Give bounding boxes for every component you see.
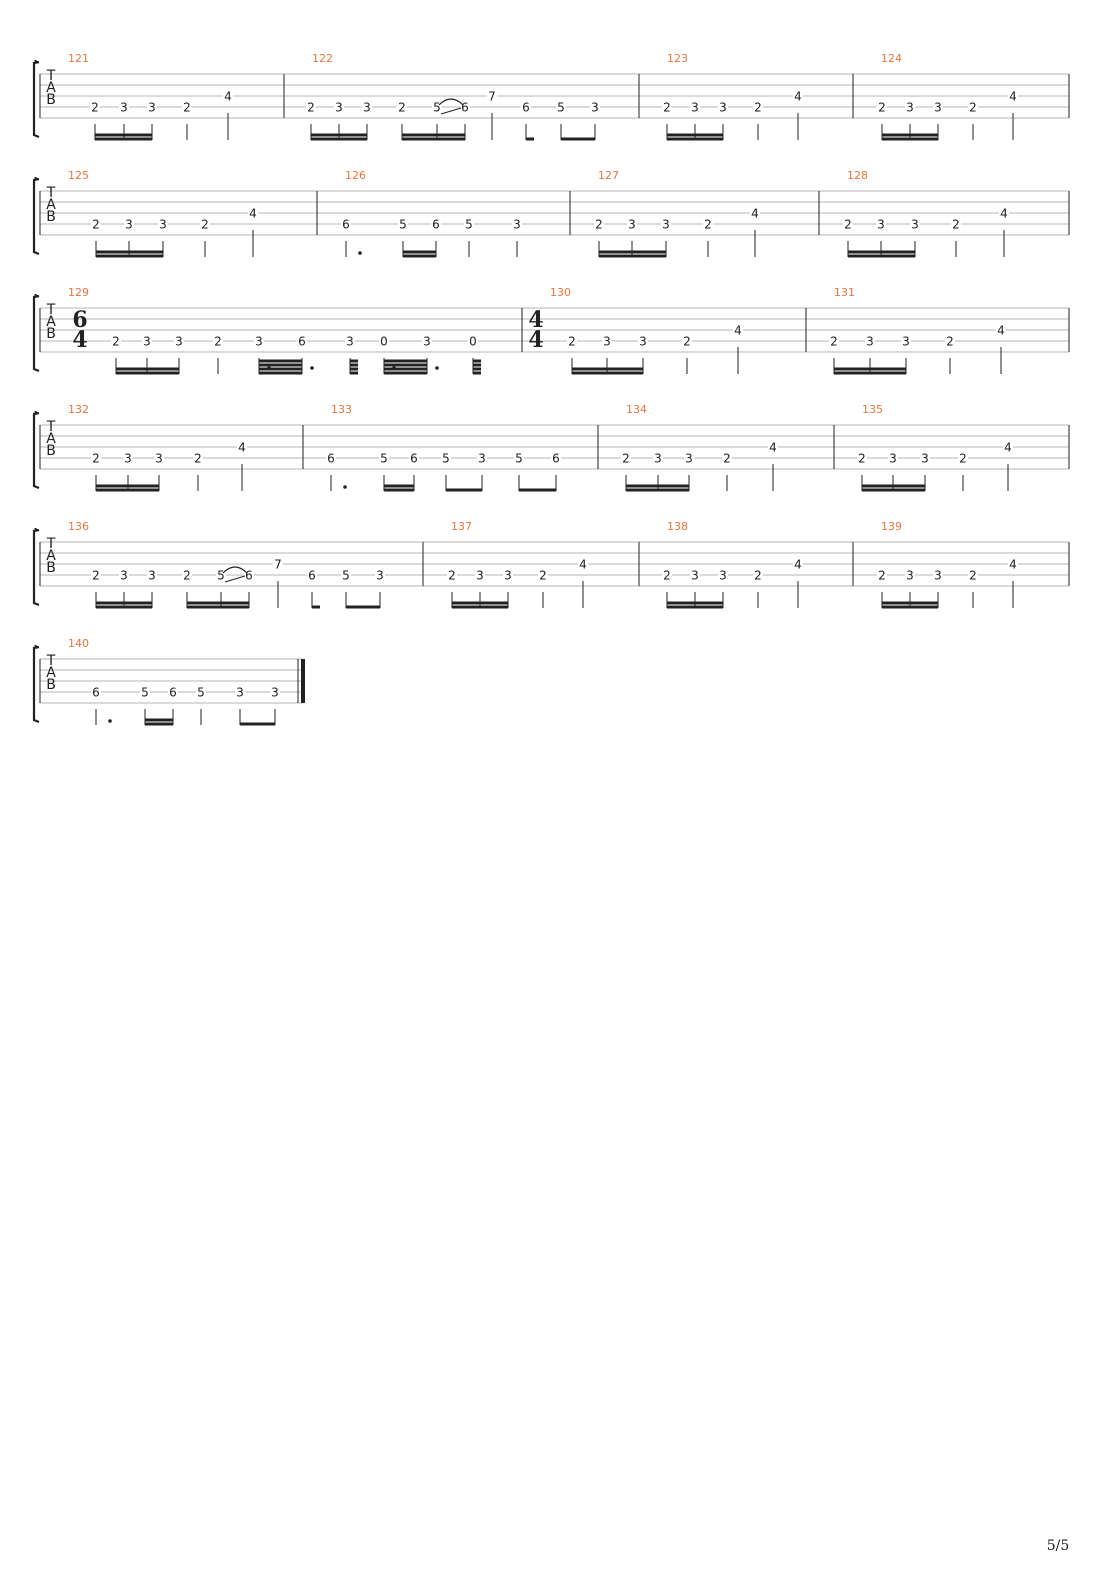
tie-arc bbox=[223, 567, 247, 573]
fret-number: 3 bbox=[148, 100, 156, 115]
fret-number: 5 bbox=[342, 568, 350, 583]
beam bbox=[599, 255, 666, 258]
fret-number: 4 bbox=[579, 557, 587, 572]
fret-number: 3 bbox=[346, 334, 354, 349]
fret-number: 4 bbox=[734, 323, 742, 338]
beam bbox=[599, 251, 666, 254]
fret-number: 4 bbox=[997, 323, 1005, 338]
beam bbox=[96, 251, 163, 254]
augmentation-dot bbox=[435, 366, 439, 370]
beam bbox=[96, 606, 152, 609]
beam bbox=[403, 251, 436, 254]
tab-clef-letter: T bbox=[46, 536, 56, 552]
beam bbox=[626, 485, 689, 488]
augmentation-dot bbox=[343, 485, 347, 489]
beam bbox=[259, 368, 302, 371]
fret-number: 4 bbox=[1009, 89, 1017, 104]
fret-number: 3 bbox=[155, 451, 163, 466]
tab-clef-letter: A bbox=[46, 80, 56, 96]
fret-number: 3 bbox=[236, 685, 244, 700]
beam bbox=[572, 372, 643, 375]
fret-number: 6 bbox=[552, 451, 560, 466]
fret-number: 5 bbox=[433, 100, 441, 115]
fret-number: 2 bbox=[214, 334, 222, 349]
fret-number: 2 bbox=[183, 568, 191, 583]
fret-number: 3 bbox=[889, 451, 897, 466]
beam bbox=[116, 372, 179, 375]
fret-number: 6 bbox=[327, 451, 335, 466]
beam bbox=[95, 134, 152, 137]
beam bbox=[848, 251, 915, 254]
fret-number: 3 bbox=[124, 451, 132, 466]
fret-number: 6 bbox=[92, 685, 100, 700]
fret-number: 0 bbox=[380, 334, 388, 349]
tab-clef-letter: B bbox=[46, 560, 56, 576]
tab-clef-letter: A bbox=[46, 548, 56, 564]
beam bbox=[384, 364, 427, 367]
beam bbox=[667, 138, 723, 141]
fret-number: 3 bbox=[148, 568, 156, 583]
fret-number: 6 bbox=[342, 217, 350, 232]
beam bbox=[473, 372, 481, 375]
beam bbox=[882, 606, 938, 609]
beam bbox=[667, 602, 723, 605]
tab-clef-letter: A bbox=[46, 197, 56, 213]
beam bbox=[402, 138, 465, 141]
time-signature-bottom: 4 bbox=[72, 327, 88, 353]
fret-number: 2 bbox=[663, 568, 671, 583]
beam bbox=[96, 489, 159, 492]
measure-number: 121 bbox=[68, 52, 89, 65]
beam bbox=[240, 723, 275, 726]
beam bbox=[384, 489, 414, 492]
measure-number: 136 bbox=[68, 520, 89, 533]
system-bracket bbox=[34, 178, 39, 254]
fret-number: 2 bbox=[448, 568, 456, 583]
fret-number: 4 bbox=[238, 440, 246, 455]
tab-clef-letter: T bbox=[46, 68, 56, 84]
beam bbox=[473, 360, 481, 363]
fret-number: 3 bbox=[654, 451, 662, 466]
beam bbox=[95, 138, 152, 141]
fret-number: 2 bbox=[723, 451, 731, 466]
measure-number: 127 bbox=[598, 169, 619, 182]
fret-number: 3 bbox=[691, 100, 699, 115]
fret-number: 4 bbox=[751, 206, 759, 221]
fret-number: 3 bbox=[934, 100, 942, 115]
slide-line bbox=[441, 108, 461, 114]
fret-number: 0 bbox=[469, 334, 477, 349]
fret-number: 4 bbox=[794, 557, 802, 572]
fret-number: 5 bbox=[515, 451, 523, 466]
tab-clef-letter: B bbox=[46, 92, 56, 108]
measure-number: 133 bbox=[331, 403, 352, 416]
beam bbox=[96, 255, 163, 258]
fret-number: 6 bbox=[432, 217, 440, 232]
fret-number: 3 bbox=[120, 568, 128, 583]
tab-clef-letter: A bbox=[46, 314, 56, 330]
fret-number: 2 bbox=[844, 217, 852, 232]
measure-number: 126 bbox=[345, 169, 366, 182]
fret-number: 3 bbox=[363, 100, 371, 115]
tab-system bbox=[34, 286, 1069, 375]
beam bbox=[96, 602, 152, 605]
fret-number: 4 bbox=[1000, 206, 1008, 221]
beam bbox=[572, 368, 643, 371]
fret-number: 4 bbox=[224, 89, 232, 104]
fret-number: 3 bbox=[504, 568, 512, 583]
beam bbox=[350, 368, 358, 371]
tab-clef-letter: A bbox=[46, 431, 56, 447]
beam bbox=[403, 255, 436, 258]
fret-number: 2 bbox=[830, 334, 838, 349]
fret-number: 7 bbox=[274, 557, 282, 572]
measure-number: 134 bbox=[626, 403, 647, 416]
fret-number: 3 bbox=[175, 334, 183, 349]
fret-number: 2 bbox=[622, 451, 630, 466]
beam bbox=[259, 364, 302, 367]
fret-number: 2 bbox=[663, 100, 671, 115]
beam bbox=[452, 606, 508, 609]
beam bbox=[882, 134, 938, 137]
measure-number: 138 bbox=[667, 520, 688, 533]
system-bracket bbox=[34, 529, 39, 605]
fret-number: 2 bbox=[568, 334, 576, 349]
beam bbox=[350, 372, 358, 375]
fret-number: 3 bbox=[125, 217, 133, 232]
measure-number: 128 bbox=[847, 169, 868, 182]
fret-number: 5 bbox=[442, 451, 450, 466]
beam bbox=[350, 360, 358, 363]
beam bbox=[526, 138, 534, 141]
beam bbox=[848, 255, 915, 258]
fret-number: 5 bbox=[141, 685, 149, 700]
fret-number: 3 bbox=[639, 334, 647, 349]
fret-number: 3 bbox=[719, 100, 727, 115]
tab-clef-letter: A bbox=[46, 665, 56, 681]
tab-clef-letter: B bbox=[46, 443, 56, 459]
page-number: 5/5 bbox=[1046, 1538, 1070, 1554]
beam bbox=[882, 602, 938, 605]
measure-number: 122 bbox=[312, 52, 333, 65]
augmentation-dot bbox=[310, 366, 314, 370]
fret-number: 6 bbox=[461, 100, 469, 115]
tie-arc bbox=[439, 99, 463, 105]
beam bbox=[626, 489, 689, 492]
fret-number: 2 bbox=[539, 568, 547, 583]
tab-clef-letter: B bbox=[46, 677, 56, 693]
fret-number: 2 bbox=[194, 451, 202, 466]
fret-number: 2 bbox=[307, 100, 315, 115]
fret-number: 5 bbox=[217, 568, 225, 583]
fret-number: 3 bbox=[877, 217, 885, 232]
fret-number: 2 bbox=[683, 334, 691, 349]
measure-number: 132 bbox=[68, 403, 89, 416]
beam bbox=[259, 360, 302, 363]
tab-clef-letter: B bbox=[46, 326, 56, 342]
fret-number: 4 bbox=[249, 206, 257, 221]
beam bbox=[312, 606, 320, 609]
beam bbox=[384, 368, 427, 371]
measure-number: 130 bbox=[550, 286, 571, 299]
fret-number: 4 bbox=[794, 89, 802, 104]
fret-number: 6 bbox=[298, 334, 306, 349]
beam bbox=[446, 489, 482, 492]
fret-number: 6 bbox=[522, 100, 530, 115]
tab-system bbox=[34, 637, 305, 726]
tab-clef-letter: T bbox=[46, 653, 56, 669]
tab-system bbox=[34, 52, 1069, 141]
beam bbox=[187, 602, 249, 605]
fret-number: 2 bbox=[878, 568, 886, 583]
fret-number: 3 bbox=[335, 100, 343, 115]
fret-number: 2 bbox=[92, 451, 100, 466]
beam bbox=[311, 134, 367, 137]
beam bbox=[834, 368, 906, 371]
fret-number: 2 bbox=[969, 568, 977, 583]
fret-number: 3 bbox=[423, 334, 431, 349]
fret-number: 2 bbox=[112, 334, 120, 349]
system-bracket bbox=[34, 61, 39, 137]
fret-number: 5 bbox=[380, 451, 388, 466]
beam bbox=[187, 606, 249, 609]
beam bbox=[116, 368, 179, 371]
fret-number: 2 bbox=[201, 217, 209, 232]
fret-number: 3 bbox=[719, 568, 727, 583]
tab-system bbox=[34, 403, 1069, 492]
beam bbox=[346, 606, 380, 609]
beam bbox=[834, 372, 906, 375]
beam bbox=[862, 489, 925, 492]
fret-number: 3 bbox=[159, 217, 167, 232]
fret-number: 2 bbox=[969, 100, 977, 115]
measure-number: 137 bbox=[451, 520, 472, 533]
fret-number: 3 bbox=[513, 217, 521, 232]
beam bbox=[473, 368, 481, 371]
fret-number: 3 bbox=[120, 100, 128, 115]
fret-number: 4 bbox=[1004, 440, 1012, 455]
fret-number: 2 bbox=[878, 100, 886, 115]
fret-number: 2 bbox=[398, 100, 406, 115]
beam bbox=[384, 360, 427, 363]
measure-number: 140 bbox=[68, 637, 89, 650]
fret-number: 3 bbox=[691, 568, 699, 583]
measure-number: 124 bbox=[881, 52, 902, 65]
beam bbox=[561, 138, 595, 141]
fret-number: 3 bbox=[934, 568, 942, 583]
beam bbox=[452, 602, 508, 605]
beam bbox=[145, 719, 173, 722]
fret-number: 2 bbox=[754, 568, 762, 583]
beam bbox=[350, 364, 358, 367]
fret-number: 3 bbox=[662, 217, 670, 232]
measure-number: 123 bbox=[667, 52, 688, 65]
tab-clef-letter: B bbox=[46, 209, 56, 225]
measure-number: 139 bbox=[881, 520, 902, 533]
fret-number: 2 bbox=[946, 334, 954, 349]
augmentation-dot bbox=[358, 251, 362, 255]
time-signature-top: 4 bbox=[528, 307, 544, 333]
fret-number: 2 bbox=[754, 100, 762, 115]
system-bracket bbox=[34, 412, 39, 488]
fret-number: 3 bbox=[255, 334, 263, 349]
fret-number: 3 bbox=[271, 685, 279, 700]
fret-number: 3 bbox=[628, 217, 636, 232]
augmentation-dot bbox=[108, 719, 112, 723]
beam bbox=[384, 372, 427, 375]
fret-number: 3 bbox=[603, 334, 611, 349]
fret-number: 3 bbox=[921, 451, 929, 466]
fret-number: 2 bbox=[595, 217, 603, 232]
fret-number: 2 bbox=[704, 217, 712, 232]
beam bbox=[667, 606, 723, 609]
measure-number: 131 bbox=[834, 286, 855, 299]
beam bbox=[862, 485, 925, 488]
beam bbox=[96, 485, 159, 488]
slide-line bbox=[225, 576, 245, 582]
fret-number: 2 bbox=[91, 100, 99, 115]
fret-number: 2 bbox=[858, 451, 866, 466]
fret-number: 6 bbox=[308, 568, 316, 583]
fret-number: 3 bbox=[911, 217, 919, 232]
fret-number: 3 bbox=[143, 334, 151, 349]
beam bbox=[402, 134, 465, 137]
fret-number: 5 bbox=[399, 217, 407, 232]
tab-system bbox=[34, 169, 1069, 258]
fret-number: 3 bbox=[866, 334, 874, 349]
beam bbox=[259, 372, 302, 375]
fret-number: 3 bbox=[591, 100, 599, 115]
beam bbox=[145, 723, 173, 726]
system-bracket bbox=[34, 646, 39, 722]
fret-number: 6 bbox=[169, 685, 177, 700]
fret-number: 3 bbox=[906, 568, 914, 583]
measure-number: 125 bbox=[68, 169, 89, 182]
final-barline bbox=[301, 659, 305, 703]
fret-number: 2 bbox=[959, 451, 967, 466]
beam bbox=[384, 485, 414, 488]
system-bracket bbox=[34, 295, 39, 371]
augmentation-dot bbox=[392, 366, 396, 370]
measure-number: 135 bbox=[862, 403, 883, 416]
fret-number: 3 bbox=[902, 334, 910, 349]
fret-number: 5 bbox=[197, 685, 205, 700]
fret-number: 3 bbox=[906, 100, 914, 115]
fret-number: 3 bbox=[376, 568, 384, 583]
augmentation-dot bbox=[267, 366, 271, 370]
fret-number: 7 bbox=[488, 89, 496, 104]
fret-number: 2 bbox=[92, 568, 100, 583]
fret-number: 4 bbox=[1009, 557, 1017, 572]
beam bbox=[667, 134, 723, 137]
fret-number: 2 bbox=[92, 217, 100, 232]
tab-clef-letter: T bbox=[46, 185, 56, 201]
beam bbox=[519, 489, 556, 492]
fret-number: 2 bbox=[952, 217, 960, 232]
beam bbox=[311, 138, 367, 141]
fret-number: 6 bbox=[410, 451, 418, 466]
tab-clef-letter: T bbox=[46, 302, 56, 318]
fret-number: 3 bbox=[478, 451, 486, 466]
fret-number: 4 bbox=[769, 440, 777, 455]
beam bbox=[882, 138, 938, 141]
beam bbox=[473, 364, 481, 367]
fret-number: 5 bbox=[557, 100, 565, 115]
time-signature-bottom: 4 bbox=[528, 327, 544, 353]
tab-system bbox=[34, 520, 1069, 609]
fret-number: 3 bbox=[685, 451, 693, 466]
fret-number: 2 bbox=[183, 100, 191, 115]
measure-number: 129 bbox=[68, 286, 89, 299]
time-signature-top: 6 bbox=[72, 307, 88, 333]
fret-number: 5 bbox=[465, 217, 473, 232]
tab-clef-letter: T bbox=[46, 419, 56, 435]
fret-number: 6 bbox=[245, 568, 253, 583]
fret-number: 3 bbox=[476, 568, 484, 583]
